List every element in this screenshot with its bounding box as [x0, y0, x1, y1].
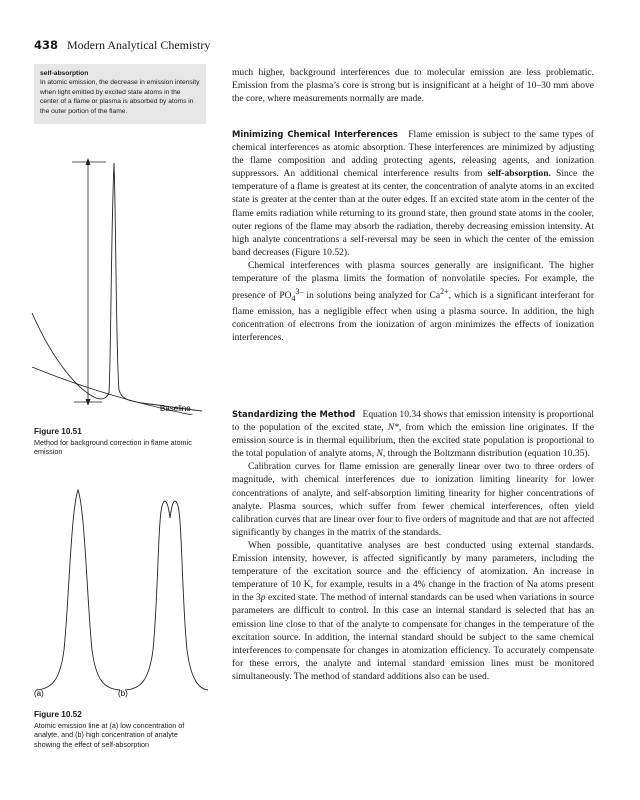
arrow-head-top: [86, 158, 91, 165]
emission-curve: [32, 163, 202, 411]
page-number: 438: [34, 38, 59, 52]
book-title: Modern Analytical Chemistry: [67, 38, 211, 52]
margin-note-term: self-absorption: [40, 70, 89, 77]
emission-line-a: [36, 490, 120, 690]
margin-note-definition: In atomic emission, the decrease in emission intensity when light emitted by excited state atoms in the center of a flame or plasma is absorbed by atoms in the outer portion of the flame.: [40, 79, 200, 115]
standardizing-paragraph-1: Standardizing the Method Equation 10.34 shows that emission intensity is proportional to the population of the excited state, N*, from which the emission line originates. If the emission source is in thermal equilibrium, then the excited state population is proportional to the total population of analyte atoms, N, through the Boltzmann distribution (equation 10.35).: [232, 409, 594, 460]
intro-paragraph: much higher, background interferences due to molecular emission are less problematic. Emission from the plasma’s core is strong but is insignificant at a height of 10–30 mm above the core, where measurements normally are made.: [232, 67, 594, 105]
section-heading-standardizing: Standardizing the Method: [232, 409, 356, 419]
term-self-absorption: self-absorption.: [487, 168, 551, 180]
chemical-paragraph-1: Minimizing Chemical Interferences Flame emission is subject to the same types of chemical interferences as atomic absorption. These interferences are minimized by adjusting the flame composition and adding protecting agents, releasing agents, and ionization suppressors. An additional chemical interference results from self-absorption. Since the temperature of a flame is greatest at its center, the concentration of analyte atoms in an excited state is greater at the center than at the outer edges. If an excited state atom in the center of the flame emits radiation while returning to its ground state, then ground state atoms in the cooler, outer regions of the flame may absorb the radiation, thereby decreasing emission intensity. At high analyte concentrations a self-reversal may be seen in which the center of the emission band decreases (Figure 10.52).: [232, 129, 594, 258]
figure-10-52-caption-block: [34, 710, 206, 749]
running-header: [34, 38, 210, 53]
arrow-head-bottom: [86, 399, 91, 406]
figure-10-51-caption-block: [34, 427, 206, 457]
chemical-paragraph-2: Chemical interferences with plasma sources generally are insignificant. The higher temperature of the plasma limits the formation of nonvolatile species. For example, the presence of $PO_4^{3-}$ in solutions being analyzed for $Ca^{2+}$, which is a significant interferant for flame emission, has a negligible effect when using a plasma source. In addition, the high concentration of electrons from the ionization of argon minimizes the effects of ionization interferences.: [232, 259, 594, 344]
emission-line-b: [125, 501, 208, 690]
baseline-label: Baseline: [160, 404, 191, 413]
figure-10-52-caption: Atomic emission line at (a) low concentration of analyte, and (b) high concentration of analyte showing the effect of self-absorption: [34, 721, 185, 749]
figure-10-52-label: Figure 10.52: [34, 710, 82, 719]
sidebar: [34, 64, 206, 124]
section-chemical-interferences: [232, 128, 594, 345]
intro-block: [232, 66, 594, 105]
figure-10-51-plot: [30, 155, 205, 415]
panel-a-label: (a): [34, 689, 44, 698]
section-standardizing: [232, 408, 594, 683]
standardizing-paragraph-2: Calibration curves for flame emission are generally linear over two to three orders of magnitude, with chemical interferences due to ionization limiting linearity for lower concentrations of analyte, and self-absorption limiting linearity for higher concentrations of analyte. Plasma sources, which suffer from fewer chemical interferences, often yield calibration curves that are linear over four to five orders of magnitude and that are not affected significantly by changes in the matrix of the standards.: [232, 461, 594, 538]
section-heading-chemical: Minimizing Chemical Interferences: [232, 129, 398, 139]
margin-note: [34, 64, 206, 124]
figure-10-52-plot: [30, 480, 210, 700]
standardizing-paragraph-3: When possible, quantitative analyses are best conducted using external standards. Emission intensity, however, is affected significantly by many parameters, including the temperature of the excitation source and the efficiency of atomization. An increase in temperature of 10 K, for example, results in a 4% change in the fraction of Na atoms present in the 3p excited state. The method of internal standards can be used when variations in source parameters are difficult to control. In this case an internal standard is selected that has an emission line close to that of the analyte to compensate for changes in the temperature of the excitation source. In addition, the internal standard should be subject to the same chemical interferences to compensate for changes in atomization efficiency. To accurately compensate for these errors, the analyte and internal standard emission lines must be monitored simultaneously. The method of standard additions also can be used.: [232, 539, 595, 682]
figure-10-51-label: Figure 10.51: [34, 427, 82, 436]
panel-b-label: (b): [118, 689, 128, 698]
figure-10-51-caption: Method for background correction in flame atomic emission: [34, 438, 192, 457]
